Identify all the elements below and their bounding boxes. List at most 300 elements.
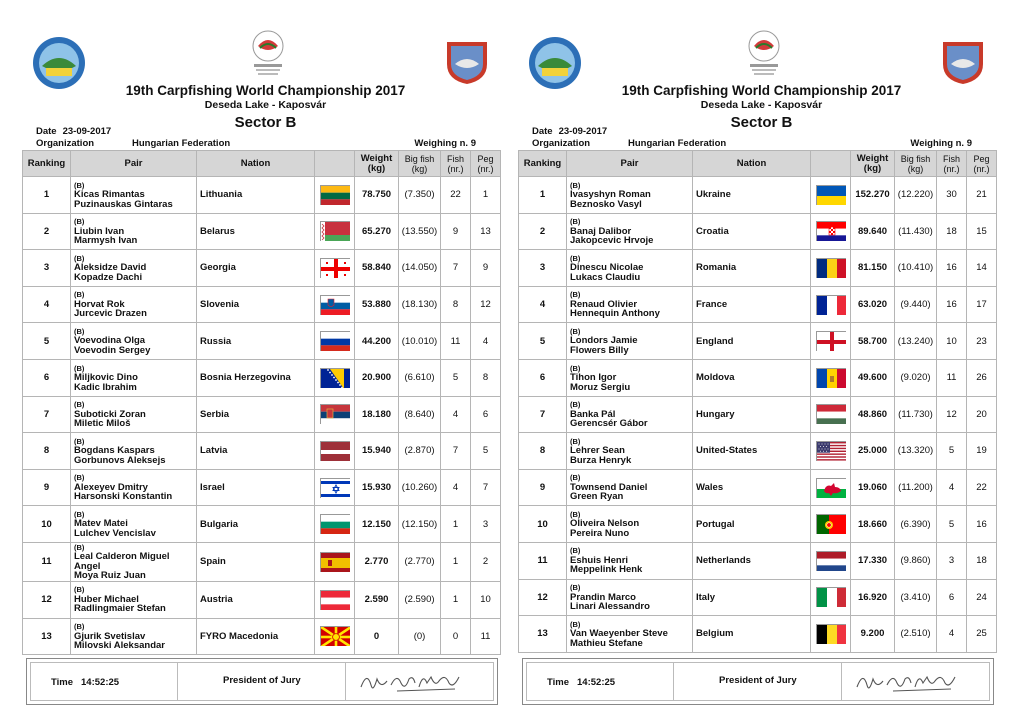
pair-sector: (B) xyxy=(74,436,85,446)
pair-cell xyxy=(71,618,197,655)
pair-angler-1: Renaud Olivier xyxy=(570,298,638,310)
pair-sector: (B) xyxy=(570,509,581,519)
table-row xyxy=(519,396,997,433)
rank-cell: 5 xyxy=(23,323,71,360)
table-row xyxy=(23,323,501,360)
pair-sector: (B) xyxy=(570,473,581,483)
flag-cell xyxy=(811,177,851,214)
flag-cell xyxy=(315,323,355,360)
col-bigfish xyxy=(399,151,441,177)
pair-cell xyxy=(71,359,197,396)
belgium-flag-icon xyxy=(816,624,846,644)
bigfish-cell: (13.320) xyxy=(895,433,937,470)
time-value: 14:52:25 xyxy=(81,677,120,688)
col-fish-unit: (nr.) xyxy=(943,163,960,174)
pair-angler-2: Kadic Ibrahim xyxy=(74,381,137,393)
lithuania-flag-icon xyxy=(320,185,350,205)
table-row xyxy=(519,433,997,470)
pair-angler-1: Dinescu Nicolae xyxy=(570,262,644,274)
pair-angler-2: Meppelink Henk xyxy=(570,564,643,576)
flag-cell xyxy=(811,396,851,433)
pair-angler-2: Harsonski Konstantin xyxy=(74,491,173,503)
fish-count-cell: 16 xyxy=(937,250,967,287)
footer-divider xyxy=(673,662,674,701)
rank-cell: 1 xyxy=(519,177,567,214)
flag-cell xyxy=(811,616,851,653)
nation-cell: Bosnia Herzegovina xyxy=(197,359,315,396)
bigfish-cell: (13.550) xyxy=(399,213,441,250)
col-peg xyxy=(471,151,501,177)
israel-flag-icon xyxy=(320,478,350,498)
nation-cell: Belgium xyxy=(693,616,811,653)
weight-cell: 78.750 xyxy=(355,177,399,214)
table-row xyxy=(23,542,501,581)
pair-angler-2: Burza Henryk xyxy=(570,454,632,466)
pair-sector: (B) xyxy=(74,253,85,263)
fish-count-cell: 7 xyxy=(441,250,471,287)
pair-sector: (B) xyxy=(74,326,85,336)
pair-angler-1: Suboticki Zoran xyxy=(74,408,146,420)
fish-count-cell: 1 xyxy=(441,506,471,543)
pair-angler-2: Moruz Sergiu xyxy=(570,381,631,393)
mohosz-logo-icon xyxy=(939,34,987,86)
peg-cell: 16 xyxy=(967,506,997,543)
table-header xyxy=(519,151,997,177)
col-weight-unit: (kg) xyxy=(367,162,386,174)
rank-cell: 9 xyxy=(23,469,71,506)
pair-angler-1: Voevodina Olga xyxy=(74,335,146,347)
pair-cell xyxy=(71,213,197,250)
pair-sector: (B) xyxy=(74,217,85,227)
nation-cell: Ukraine xyxy=(693,177,811,214)
weight-cell: 49.600 xyxy=(851,359,895,396)
flag-cell xyxy=(315,542,355,581)
pair-angler-1: Leal Calderon Miguel Angel xyxy=(74,551,170,572)
bigfish-cell: (2.510) xyxy=(895,616,937,653)
weight-cell: 9.200 xyxy=(851,616,895,653)
pair-angler-2: Linari Alessandro xyxy=(570,601,650,613)
nation-cell: United-States xyxy=(693,433,811,470)
col-flag xyxy=(811,151,851,177)
usa-flag-icon xyxy=(816,441,846,461)
pair-cell xyxy=(567,433,693,470)
date-line xyxy=(532,126,607,137)
bigfish-cell: (9.440) xyxy=(895,286,937,323)
rank-cell: 1 xyxy=(23,177,71,214)
sector-title: Sector B xyxy=(234,114,297,131)
signature-icon xyxy=(853,665,963,699)
pair-cell xyxy=(567,177,693,214)
bigfish-cell: (2.590) xyxy=(399,581,441,618)
bigfish-cell: (3.410) xyxy=(895,579,937,616)
ukraine-flag-icon xyxy=(816,185,846,205)
col-bigfish-label: Big fish xyxy=(900,153,931,164)
rank-cell: 7 xyxy=(23,396,71,433)
weight-cell: 65.270 xyxy=(355,213,399,250)
time-line xyxy=(51,677,119,688)
pair-angler-2: Jakopcevic Hrvoje xyxy=(570,235,654,247)
pair-angler-2: Beznosko Vasyl xyxy=(570,198,642,210)
fish-count-cell: 30 xyxy=(937,177,967,214)
pair-sector: (B) xyxy=(74,180,85,190)
flag-cell xyxy=(315,286,355,323)
pair-angler-2: Lukacs Claudiu xyxy=(570,271,641,283)
pair-angler-1: Kicas Rimantas xyxy=(74,189,145,201)
col-nation: Nation xyxy=(693,151,811,177)
col-fish-label: Fish xyxy=(942,153,960,164)
nation-cell: Moldova xyxy=(693,359,811,396)
nation-cell: Slovenia xyxy=(197,286,315,323)
pair-angler-2: Gorbunovs Aleksejs xyxy=(74,454,166,466)
croatia-flag-icon xyxy=(816,221,846,241)
results-sheet-left xyxy=(18,0,513,723)
romania-flag-icon xyxy=(816,258,846,278)
flag-cell xyxy=(315,581,355,618)
fish-count-cell: 9 xyxy=(441,213,471,250)
time-label: Time xyxy=(547,677,570,688)
fish-count-cell: 16 xyxy=(937,286,967,323)
table-row xyxy=(23,396,501,433)
organization-label: Organization xyxy=(532,138,591,149)
bigfish-cell: (7.350) xyxy=(399,177,441,214)
weighing-number: Weighing n. 9 xyxy=(910,138,972,149)
bigfish-cell: (6.390) xyxy=(895,506,937,543)
peg-cell: 8 xyxy=(471,359,501,396)
footer-divider xyxy=(177,662,178,701)
sector-title: Sector B xyxy=(730,114,793,131)
pair-sector: (B) xyxy=(570,180,581,190)
table-row xyxy=(23,469,501,506)
pair-cell xyxy=(567,616,693,653)
pair-sector: (B) xyxy=(570,436,581,446)
table-row xyxy=(23,506,501,543)
weight-cell: 0 xyxy=(355,618,399,655)
flag-cell xyxy=(315,396,355,433)
pair-cell xyxy=(567,579,693,616)
bigfish-cell: (2.770) xyxy=(399,542,441,581)
pair-sector: (B) xyxy=(570,400,581,410)
footer-box xyxy=(26,658,498,705)
pair-sector: (B) xyxy=(570,546,581,556)
nation-cell: Portugal xyxy=(693,506,811,543)
peg-cell: 1 xyxy=(471,177,501,214)
pair-angler-1: Bogdans Kaspars xyxy=(74,445,155,457)
championship-logo-icon xyxy=(246,28,290,80)
nation-cell: Lithuania xyxy=(197,177,315,214)
pair-sector: (B) xyxy=(74,363,85,373)
peg-cell: 13 xyxy=(471,213,501,250)
table-row xyxy=(519,323,997,360)
col-ranking: Ranking xyxy=(23,151,71,177)
table-row xyxy=(23,177,501,214)
pair-angler-1: Huber Michael xyxy=(74,593,139,605)
peg-cell: 5 xyxy=(471,433,501,470)
president-of-jury: President of Jury xyxy=(223,675,301,686)
table-row xyxy=(23,433,501,470)
col-bigfish xyxy=(895,151,937,177)
georgia-flag-icon xyxy=(320,258,350,278)
bigfish-cell: (9.860) xyxy=(895,542,937,579)
pair-angler-1: Aleksidze David xyxy=(74,262,147,274)
rank-cell: 12 xyxy=(23,581,71,618)
weighing-number: Weighing n. 9 xyxy=(414,138,476,149)
bigfish-cell: (9.020) xyxy=(895,359,937,396)
latvia-flag-icon xyxy=(320,441,350,461)
col-peg-unit: (nr.) xyxy=(477,163,494,174)
nation-cell: France xyxy=(693,286,811,323)
weight-cell: 58.840 xyxy=(355,250,399,287)
pair-cell xyxy=(71,323,197,360)
weight-cell: 89.640 xyxy=(851,213,895,250)
peg-cell: 25 xyxy=(967,616,997,653)
pair-angler-1: Tihon Igor xyxy=(570,372,617,384)
peg-cell: 7 xyxy=(471,469,501,506)
peg-cell: 19 xyxy=(967,433,997,470)
rank-cell: 13 xyxy=(23,618,71,655)
weight-cell: 15.940 xyxy=(355,433,399,470)
pair-angler-1: Oliveira Nelson xyxy=(570,518,640,530)
rank-cell: 2 xyxy=(519,213,567,250)
fish-count-cell: 3 xyxy=(937,542,967,579)
fish-count-cell: 5 xyxy=(937,433,967,470)
fish-count-cell: 8 xyxy=(441,286,471,323)
nation-cell: Bulgaria xyxy=(197,506,315,543)
flag-cell xyxy=(811,469,851,506)
col-bigfish-unit: (kg) xyxy=(907,163,924,174)
date-line xyxy=(36,126,111,137)
col-weight-label: Weight xyxy=(856,152,889,164)
flag-cell xyxy=(315,359,355,396)
portugal-flag-icon xyxy=(816,514,846,534)
results-table xyxy=(518,150,997,653)
table-row xyxy=(519,579,997,616)
pair-angler-2: Milovski Aleksandar xyxy=(74,640,165,652)
bigfish-cell: (11.200) xyxy=(895,469,937,506)
bigfish-cell: (18.130) xyxy=(399,286,441,323)
peg-cell: 26 xyxy=(967,359,997,396)
pair-angler-2: Mathieu Stefane xyxy=(570,637,643,649)
peg-cell: 14 xyxy=(967,250,997,287)
fish-count-cell: 22 xyxy=(441,177,471,214)
pair-angler-1: Miljkovic Dino xyxy=(74,372,138,384)
pair-cell xyxy=(567,396,693,433)
date-label: Date xyxy=(36,126,57,137)
nation-cell: Serbia xyxy=(197,396,315,433)
table-row xyxy=(519,359,997,396)
organization-value: Hungarian Federation xyxy=(628,138,727,149)
pair-angler-2: Marmysh Ivan xyxy=(74,235,138,247)
weight-cell: 44.200 xyxy=(355,323,399,360)
nation-cell: Austria xyxy=(197,581,315,618)
pair-angler-1: Londors Jamie xyxy=(570,335,638,347)
bigfish-cell: (12.220) xyxy=(895,177,937,214)
rank-cell: 3 xyxy=(519,250,567,287)
pair-cell xyxy=(567,250,693,287)
page-title: 19th Carpfishing World Championship 2017 xyxy=(125,83,406,98)
peg-cell: 23 xyxy=(967,323,997,360)
table-row xyxy=(23,581,501,618)
pair-angler-1: Gjurik Svetislav xyxy=(74,630,146,642)
france-flag-icon xyxy=(816,295,846,315)
pair-angler-1: Ivasyshyn Roman xyxy=(570,189,651,201)
peg-cell: 18 xyxy=(967,542,997,579)
rank-cell: 3 xyxy=(23,250,71,287)
bigfish-cell: (11.430) xyxy=(895,213,937,250)
flag-cell xyxy=(315,618,355,655)
bigfish-cell: (2.870) xyxy=(399,433,441,470)
col-pair: Pair xyxy=(71,151,197,177)
pair-angler-2: Miletic Miloš xyxy=(74,418,131,430)
pair-sector: (B) xyxy=(570,619,581,629)
austria-flag-icon xyxy=(320,590,350,610)
pair-cell xyxy=(71,177,197,214)
nation-cell: Italy xyxy=(693,579,811,616)
pair-angler-1: Alexeyev Dmitry xyxy=(74,481,148,493)
date-value: 23-09-2017 xyxy=(558,126,608,137)
table-row xyxy=(23,213,501,250)
table-row xyxy=(519,542,997,579)
col-bigfish-label: Big fish xyxy=(404,153,435,164)
fish-count-cell: 4 xyxy=(937,469,967,506)
weight-cell: 48.860 xyxy=(851,396,895,433)
col-ranking: Ranking xyxy=(519,151,567,177)
fish-count-cell: 11 xyxy=(937,359,967,396)
fish-count-cell: 1 xyxy=(441,542,471,581)
pair-angler-2: Pereira Nuno xyxy=(570,527,630,539)
time-value: 14:52:25 xyxy=(577,677,616,688)
pair-sector: (B) xyxy=(570,583,581,593)
flag-cell xyxy=(811,323,851,360)
fish-count-cell: 6 xyxy=(937,579,967,616)
nation-cell: Romania xyxy=(693,250,811,287)
logos xyxy=(18,28,513,88)
wales-flag-icon xyxy=(816,478,846,498)
table-row xyxy=(519,469,997,506)
peg-cell: 3 xyxy=(471,506,501,543)
weight-cell: 20.900 xyxy=(355,359,399,396)
nation-cell: Hungary xyxy=(693,396,811,433)
bigfish-cell: (10.260) xyxy=(399,469,441,506)
footer-divider xyxy=(841,662,842,701)
rank-cell: 4 xyxy=(23,286,71,323)
fish-count-cell: 5 xyxy=(441,359,471,396)
peg-cell: 15 xyxy=(967,213,997,250)
fish-count-cell: 7 xyxy=(441,433,471,470)
table-row xyxy=(519,177,997,214)
rank-cell: 10 xyxy=(23,506,71,543)
spain-flag-icon xyxy=(320,552,350,572)
logos xyxy=(514,28,1009,88)
weight-cell: 18.180 xyxy=(355,396,399,433)
table-header xyxy=(23,151,501,177)
pair-angler-2: Green Ryan xyxy=(570,491,624,503)
peg-cell: 6 xyxy=(471,396,501,433)
rank-cell: 10 xyxy=(519,506,567,543)
col-peg-unit: (nr.) xyxy=(973,163,990,174)
pair-cell xyxy=(71,581,197,618)
date-label: Date xyxy=(532,126,553,137)
mohosz-logo-icon xyxy=(443,34,491,86)
pair-cell xyxy=(567,542,693,579)
flag-cell xyxy=(811,579,851,616)
results-table xyxy=(22,150,501,655)
footer-divider xyxy=(345,662,346,701)
rank-cell: 6 xyxy=(23,359,71,396)
time-line xyxy=(547,677,615,688)
pair-angler-2: Moya Ruiz Juan xyxy=(74,570,146,582)
pair-angler-1: Banaj Dalibor xyxy=(570,225,632,237)
col-pair: Pair xyxy=(567,151,693,177)
peg-cell: 10 xyxy=(471,581,501,618)
venue-subtitle: Deseda Lake - Kaposvár xyxy=(204,99,327,111)
rank-cell: 11 xyxy=(519,542,567,579)
hungary-flag-icon xyxy=(816,404,846,424)
peg-cell: 20 xyxy=(967,396,997,433)
weight-cell: 2.770 xyxy=(355,542,399,581)
nation-cell: Latvia xyxy=(197,433,315,470)
pair-cell xyxy=(567,359,693,396)
flag-cell xyxy=(811,542,851,579)
col-weight-unit: (kg) xyxy=(863,162,882,174)
pair-cell xyxy=(71,286,197,323)
pair-angler-2: Gerencsér Gábor xyxy=(570,418,648,430)
col-flag xyxy=(315,151,355,177)
pair-angler-1: Prandin Marco xyxy=(570,591,636,603)
pair-angler-1: Lehrer Sean xyxy=(570,445,625,457)
fips-ed-logo-icon xyxy=(528,36,582,90)
pair-angler-2: Jurcevic Drazen xyxy=(74,308,147,320)
slovenia-flag-icon xyxy=(320,295,350,315)
pair-sector: (B) xyxy=(74,400,85,410)
weight-cell: 152.270 xyxy=(851,177,895,214)
flag-cell xyxy=(315,433,355,470)
fips-ed-logo-icon xyxy=(32,36,86,90)
pair-cell xyxy=(567,323,693,360)
col-fish xyxy=(937,151,967,177)
flag-cell xyxy=(811,213,851,250)
pair-angler-2: Puzinauskas Gintaras xyxy=(74,198,173,210)
col-weight xyxy=(851,151,895,177)
col-fish xyxy=(441,151,471,177)
rank-cell: 13 xyxy=(519,616,567,653)
table-row xyxy=(23,286,501,323)
weight-cell: 16.920 xyxy=(851,579,895,616)
peg-cell: 4 xyxy=(471,323,501,360)
pair-sector: (B) xyxy=(74,585,85,595)
pair-angler-1: Banka Pál xyxy=(570,408,616,420)
bigfish-cell: (11.730) xyxy=(895,396,937,433)
pair-sector: (B) xyxy=(570,290,581,300)
bosnia-flag-icon xyxy=(320,368,350,388)
weight-cell: 58.700 xyxy=(851,323,895,360)
nation-cell: Russia xyxy=(197,323,315,360)
organization-line xyxy=(36,138,496,149)
pair-angler-2: Kopadze Dachi xyxy=(74,271,143,283)
date-value: 23-09-2017 xyxy=(62,126,112,137)
president-of-jury: President of Jury xyxy=(719,675,797,686)
peg-cell: 11 xyxy=(471,618,501,655)
weight-cell: 81.150 xyxy=(851,250,895,287)
rank-cell: 5 xyxy=(519,323,567,360)
rank-cell: 7 xyxy=(519,396,567,433)
pair-sector: (B) xyxy=(74,622,85,632)
fish-count-cell: 4 xyxy=(937,616,967,653)
bigfish-cell: (10.410) xyxy=(895,250,937,287)
pair-sector: (B) xyxy=(570,363,581,373)
pair-angler-1: Matev Matei xyxy=(74,518,128,530)
rank-cell: 8 xyxy=(23,433,71,470)
signature-icon xyxy=(357,665,467,699)
